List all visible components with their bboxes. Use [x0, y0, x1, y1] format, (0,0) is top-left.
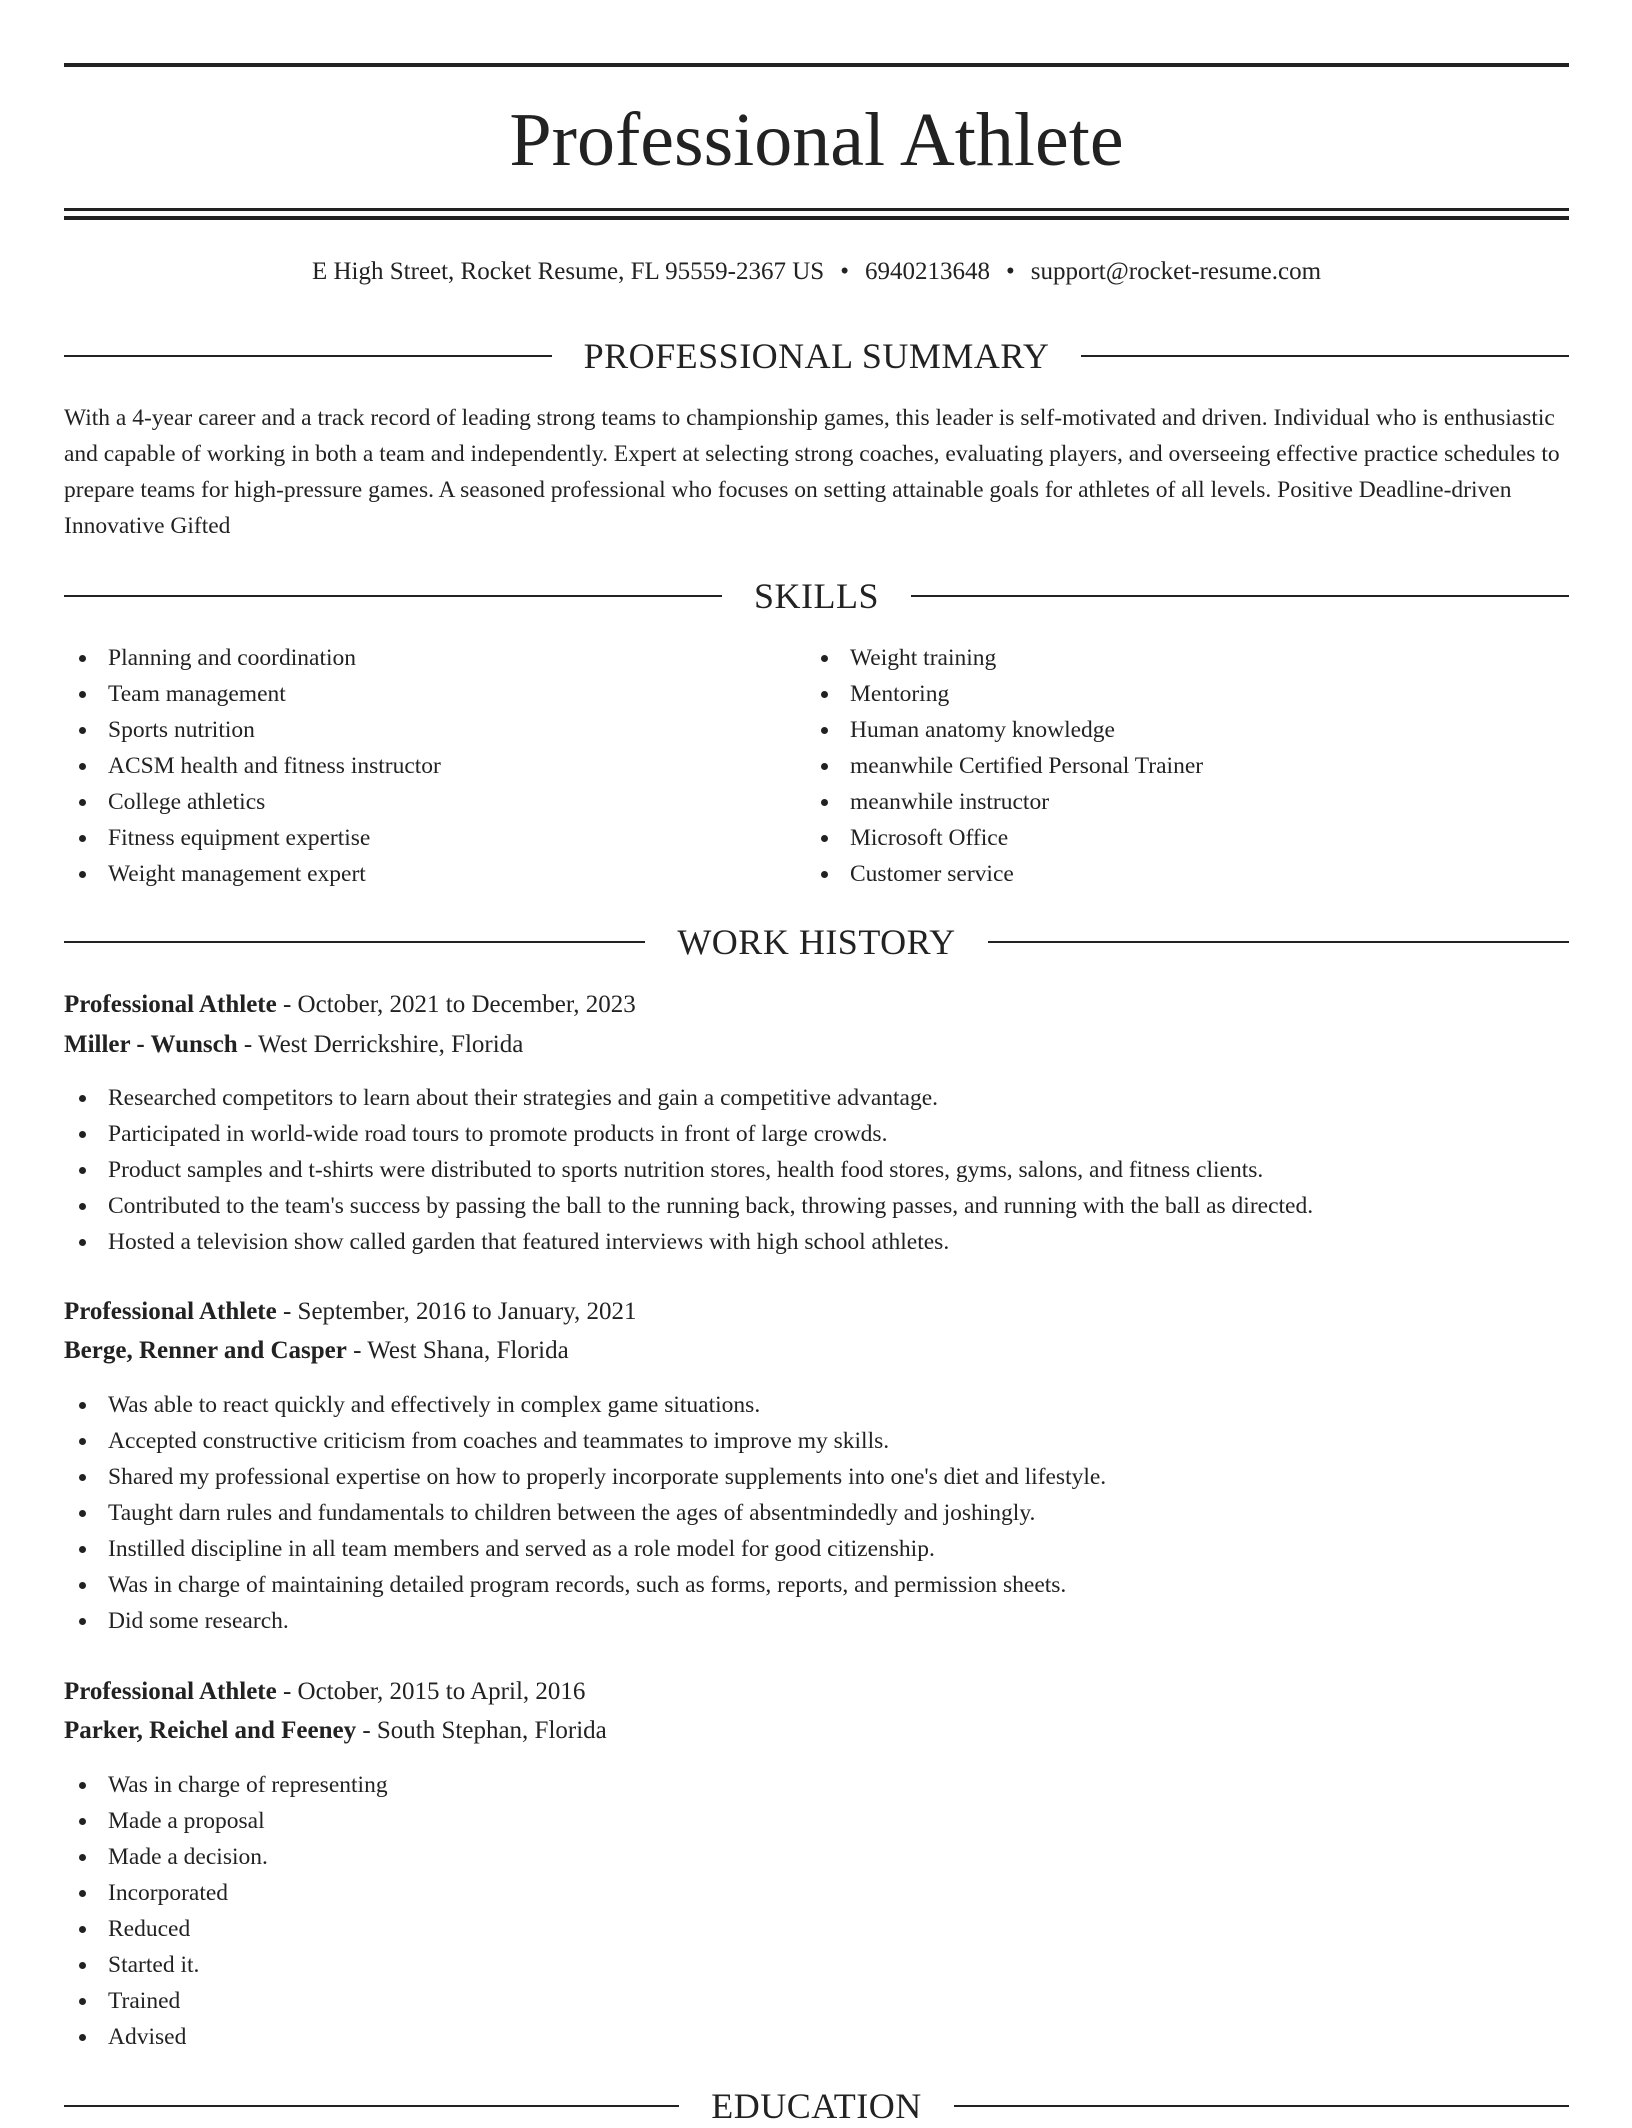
- heading-rule: [954, 2105, 1569, 2107]
- skills-list-right: [806, 640, 1546, 892]
- section-title: PROFESSIONAL SUMMARY: [583, 336, 1050, 376]
- skill-item: ACSM health and fitness instructor: [64, 748, 804, 784]
- job-bullet: Accepted constructive criticism from coaches and teammates to improve my skills.: [64, 1423, 1569, 1459]
- job-dates: - October, 2015 to April, 2016: [276, 1678, 586, 1705]
- skill-item: Microsoft Office: [806, 820, 1546, 856]
- job-bullet: Advised: [64, 2019, 1569, 2055]
- job-company: Miller - Wunsch: [64, 1031, 238, 1058]
- job-bullet: Hosted a television show called garden that featured interviews with high school athletes.: [64, 1224, 1569, 1260]
- contact-separator: •: [840, 258, 849, 285]
- contact-separator: •: [1005, 258, 1015, 285]
- job-bullet: Shared my professional expertise on how to properly incorporate supplements into one's diet and lifestyle.: [64, 1459, 1569, 1495]
- job-company: Berge, Renner and Casper: [64, 1337, 347, 1364]
- skill-item: Customer service: [806, 856, 1546, 892]
- heading-rule: [64, 355, 552, 357]
- skill-item: Planning and coordination: [64, 640, 804, 676]
- job-company-line: [64, 1332, 1569, 1370]
- job-bullet: Reduced: [64, 1911, 1569, 1947]
- job-bullet: Was able to react quickly and effectively in complex game situations.: [64, 1387, 1569, 1423]
- heading-rule: [64, 595, 722, 597]
- job-bullets: [64, 1080, 1569, 1260]
- job-bullet: Made a decision.: [64, 1839, 1569, 1875]
- skill-item: Mentoring: [806, 676, 1546, 712]
- section-heading-work: [64, 920, 1569, 964]
- job-location: - South Stephan, Florida: [356, 1717, 607, 1744]
- contact-phone: 6940213648: [864, 258, 990, 285]
- job-title: Professional Athlete: [64, 1298, 277, 1325]
- section-title: WORK HISTORY: [677, 922, 956, 962]
- job-bullet: Product samples and t-shirts were distributed to sports nutrition stores, health food stores, gyms, salons, and fitness clients.: [64, 1152, 1569, 1188]
- heading-rule: [1081, 355, 1569, 357]
- skill-item: Sports nutrition: [64, 712, 804, 748]
- job-bullets: [64, 1767, 1569, 2055]
- heading-rule: [64, 2105, 679, 2107]
- job-bullet: Did some research.: [64, 1603, 1569, 1639]
- job-dates: - September, 2016 to January, 2021: [276, 1298, 637, 1325]
- contact-email: support@rocket-resume.com: [1030, 258, 1322, 285]
- top-rule: [64, 63, 1569, 67]
- job-location: - West Shana, Florida: [346, 1337, 569, 1364]
- header-rule: [64, 216, 1569, 220]
- job-bullet: Participated in world-wide road tours to promote products in front of large crowds.: [64, 1116, 1569, 1152]
- job-location: - West Derrickshire, Florida: [237, 1031, 524, 1058]
- job-bullet: Trained: [64, 1983, 1569, 2019]
- job-dates: - October, 2021 to December, 2023: [276, 991, 636, 1018]
- job-company: Parker, Reichel and Feeney: [64, 1717, 357, 1744]
- job-bullet: Taught darn rules and fundamentals to children between the ages of absentmindedly and joshingly.: [64, 1495, 1569, 1531]
- candidate-name: Professional Athlete: [509, 98, 1124, 182]
- header-rule: [64, 208, 1569, 211]
- job-company-line: [64, 1712, 1569, 1750]
- section-title: EDUCATION: [711, 2086, 922, 2126]
- contact-line: [64, 254, 1569, 290]
- skill-item: Team management: [64, 676, 804, 712]
- job-title-line: [64, 1673, 1569, 1711]
- section-heading-summary: [64, 334, 1569, 378]
- heading-rule: [911, 595, 1569, 597]
- job-bullet: Was in charge of maintaining detailed program records, such as forms, reports, and permission sheets.: [64, 1567, 1569, 1603]
- heading-rule: [64, 941, 645, 943]
- skill-item: meanwhile instructor: [806, 784, 1546, 820]
- job-bullet: Incorporated: [64, 1875, 1569, 1911]
- skill-item: Weight training: [806, 640, 1546, 676]
- job-title: Professional Athlete: [64, 1678, 277, 1705]
- summary-text: With a 4-year career and a track record of leading strong teams to championship games, this leader is self-motivated and driven. Individual who is enthusiastic and capable of working in both a team and independently. Expert at selecting strong coaches, evaluating players, and overseeing effective practice schedules to prepare teams for high-pressure games. A seasoned professional who focuses on setting attainable goals for athletes of all levels. Positive Deadline-driven Innovative Gifted: [64, 405, 1560, 539]
- job-title: Professional Athlete: [64, 991, 277, 1018]
- job-title-line: [64, 1293, 1569, 1331]
- job-bullet: Contributed to the team's success by passing the ball to the running back, throwing passes, and running with the ball as directed.: [64, 1188, 1569, 1224]
- heading-rule: [988, 941, 1569, 943]
- job-bullet: Researched competitors to learn about their strategies and gain a competitive advantage.: [64, 1080, 1569, 1116]
- skill-item: Fitness equipment expertise: [64, 820, 804, 856]
- skill-item: Human anatomy knowledge: [806, 712, 1546, 748]
- job-bullet: Instilled discipline in all team members and served as a role model for good citizenship.: [64, 1531, 1569, 1567]
- section-heading-education: [64, 2084, 1569, 2128]
- job-title-line: [64, 986, 1569, 1024]
- skill-item: College athletics: [64, 784, 804, 820]
- job-company-line: [64, 1026, 1569, 1064]
- job-bullets: [64, 1387, 1569, 1639]
- skills-list-left: [64, 640, 804, 892]
- job-bullet: Was in charge of representing: [64, 1767, 1569, 1803]
- contact-address: E High Street, Rocket Resume, FL 95559-2367 US: [311, 258, 825, 285]
- skill-item: meanwhile Certified Personal Trainer: [806, 748, 1546, 784]
- job-bullet: Made a proposal: [64, 1803, 1569, 1839]
- job-bullet: Started it.: [64, 1947, 1569, 1983]
- section-title: SKILLS: [754, 576, 880, 616]
- section-heading-skills: [64, 574, 1569, 618]
- skill-item: Weight management expert: [64, 856, 804, 892]
